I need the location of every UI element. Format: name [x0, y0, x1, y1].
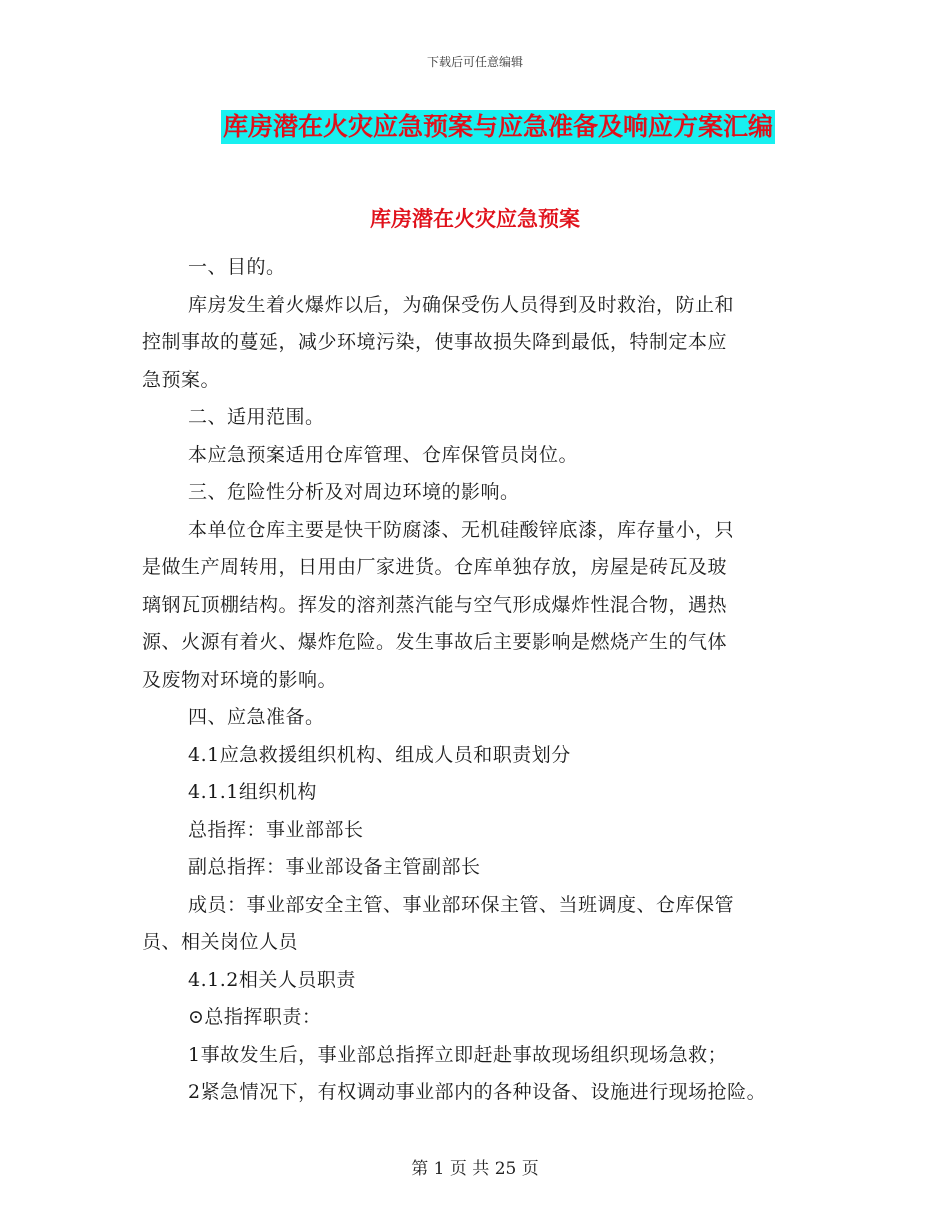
section-title: 库房潜在火灾应急预案 — [370, 207, 580, 231]
paragraph — [142, 512, 832, 700]
text-line: 1事故发生后，事业部总指挥立即赶赴事故现场组织现场急救； — [188, 1043, 728, 1066]
text-line: 2紧急情况下，有权调动事业部内的各种设备、设施进行现场抢险。 — [188, 1081, 767, 1103]
text-line: 控制事故的蔓延，减少环境污染，使事故损失降到最低，特制定本应 — [142, 331, 728, 353]
text-line: 三、危险性分析及对周边环境的影响。 — [188, 481, 520, 503]
text-line: 4.1应急救援组织机构、组成人员和职责划分 — [188, 743, 571, 766]
text-line: 本应急预案适用仓库管理、仓库保管员岗位。 — [188, 443, 579, 466]
text-line: 急预案。 — [142, 368, 221, 391]
paragraph — [142, 737, 832, 775]
paragraph — [142, 437, 832, 475]
text-line: 4.1.1组织机构 — [188, 781, 317, 803]
text-line: 是做生产周转用，日用由厂家进货。仓库单独存放，房屋是砖瓦及玻 — [142, 556, 728, 578]
document-title — [0, 110, 950, 144]
paragraph — [142, 999, 832, 1037]
text-line: 总指挥：事业部部长 — [188, 818, 364, 841]
text-line: 库房发生着火爆炸以后，为确保受伤人员得到及时救治，防止和 — [188, 293, 735, 316]
paragraph — [142, 699, 832, 737]
text-line: 源、火源有着火、爆炸危险。发生事故后主要影响是燃烧产生的气体 — [142, 631, 728, 653]
text-line: 一、目的。 — [188, 256, 286, 278]
text-line: 副总指挥：事业部设备主管副部长 — [188, 856, 481, 878]
document-title-text: 库房潜在火灾应急预案与应急准备及响应方案汇编 — [221, 110, 775, 144]
header-note: 下载后可任意编辑 — [426, 55, 523, 69]
paragraph — [142, 962, 832, 1000]
paragraph — [142, 399, 832, 437]
text-line: 4.1.2相关人员职责 — [188, 968, 356, 991]
document-body — [142, 249, 832, 1112]
text-line: ⊙总指挥职责： — [188, 1006, 322, 1028]
text-line: 璃钢瓦顶棚结构。挥发的溶剂蒸汽能与空气形成爆炸性混合物，遇热 — [142, 593, 728, 616]
page-footer: 第 1 页 共 25 页 — [411, 1159, 539, 1179]
paragraph — [142, 474, 832, 512]
text-line: 员、相关岗位人员 — [142, 931, 299, 953]
paragraph — [142, 812, 832, 850]
text-line: 本单位仓库主要是快干防腐漆、无机硅酸锌底漆，库存量小，只 — [188, 518, 735, 541]
text-line: 成员：事业部安全主管、事业部环保主管、当班调度、仓库保管 — [188, 893, 735, 916]
paragraph — [142, 774, 832, 812]
paragraph — [142, 1037, 832, 1075]
paragraph — [142, 287, 832, 400]
text-line: 四、应急准备。 — [188, 706, 325, 728]
paragraph — [142, 849, 832, 887]
paragraph — [142, 887, 832, 962]
paragraph — [142, 249, 832, 287]
text-line: 及废物对环境的影响。 — [142, 668, 338, 691]
paragraph — [142, 1074, 832, 1112]
text-line: 二、适用范围。 — [188, 406, 325, 428]
